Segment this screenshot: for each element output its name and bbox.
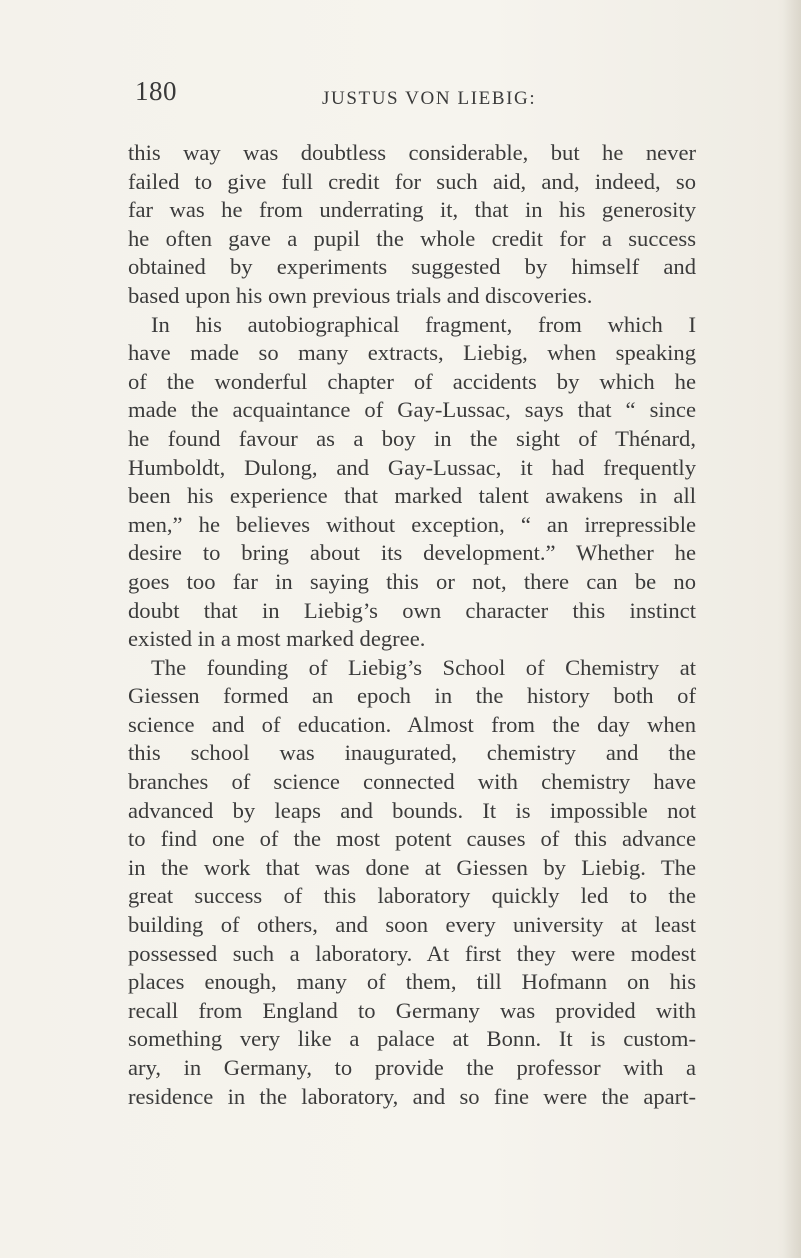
text-line: goes too far in saying this or not, there can be no bbox=[128, 568, 696, 594]
text-line: places enough, many of them, till Hofmann on his bbox=[128, 969, 696, 995]
text-line: far was he from underrating it, that in his generosity bbox=[128, 197, 696, 223]
text-line: In his autobiographical fragment, from which I bbox=[151, 311, 696, 337]
page-edge-shadow bbox=[783, 0, 801, 1258]
text-line: Giessen formed an epoch in the history both of bbox=[128, 683, 696, 709]
text-line: existed in a most marked degree. bbox=[128, 626, 426, 652]
text-line: ary, in Germany, to provide the professor with a bbox=[128, 1055, 696, 1080]
text-line: advanced by leaps and bounds. It is impossible not bbox=[128, 797, 696, 823]
text-line: great success of this laboratory quickly led to the bbox=[128, 883, 696, 909]
text-line: to find one of the most potent causes of this advance bbox=[128, 826, 696, 852]
text-line: in the work that was done at Giessen by Liebig. The bbox=[128, 854, 696, 880]
text-line: this school was inaugurated, chemistry and the bbox=[128, 740, 696, 766]
text-line: building of others, and soon every university at least bbox=[128, 912, 696, 938]
text-line: obtained by experiments suggested by himself and bbox=[128, 254, 696, 280]
text-line: science and of education. Almost from the day when bbox=[128, 711, 696, 737]
text-line: desire to bring about its development.” Whether he bbox=[128, 540, 696, 566]
text-line: possessed such a laboratory. At first they were modest bbox=[128, 940, 696, 966]
text-line: this way was doubtless considerable, but he never bbox=[128, 140, 696, 165]
text-line: he found favour as a boy in the sight of Thénard, bbox=[128, 425, 696, 451]
text-line: residence in the laboratory, and so fine were the apart- bbox=[128, 1083, 696, 1109]
text-line: based upon his own previous trials and discoveries. bbox=[128, 282, 593, 308]
text-line: men,” he believes without exception, “ an irrepressible bbox=[128, 511, 696, 537]
text-line: he often gave a pupil the whole credit for a success bbox=[128, 225, 696, 251]
page-number: 180 bbox=[135, 76, 177, 106]
text-line: something very like a palace at Bonn. It is custom- bbox=[128, 1026, 696, 1052]
running-title: JUSTUS VON LIEBIG: bbox=[322, 88, 537, 109]
text-line: failed to give full credit for such aid, and, indeed, so bbox=[128, 168, 696, 194]
running-head bbox=[0, 76, 801, 116]
text-line: recall from England to Germany was provided with bbox=[128, 997, 696, 1023]
text-line: branches of science connected with chemistry have bbox=[128, 769, 696, 795]
body-text bbox=[128, 139, 696, 1111]
text-line: been his experience that marked talent awakens in all bbox=[128, 483, 696, 509]
text-line: of the wonderful chapter of accidents by which he bbox=[128, 368, 696, 394]
text-line: made the acquaintance of Gay-Lussac, says that “ since bbox=[128, 397, 696, 423]
text-line: have made so many extracts, Liebig, when speaking bbox=[128, 340, 696, 366]
text-line: Humboldt, Dulong, and Gay-Lussac, it had frequently bbox=[128, 454, 696, 480]
text-line: The founding of Liebig’s School of Chemistry at bbox=[151, 654, 696, 680]
text-line: doubt that in Liebig’s own character this instinct bbox=[128, 597, 696, 623]
